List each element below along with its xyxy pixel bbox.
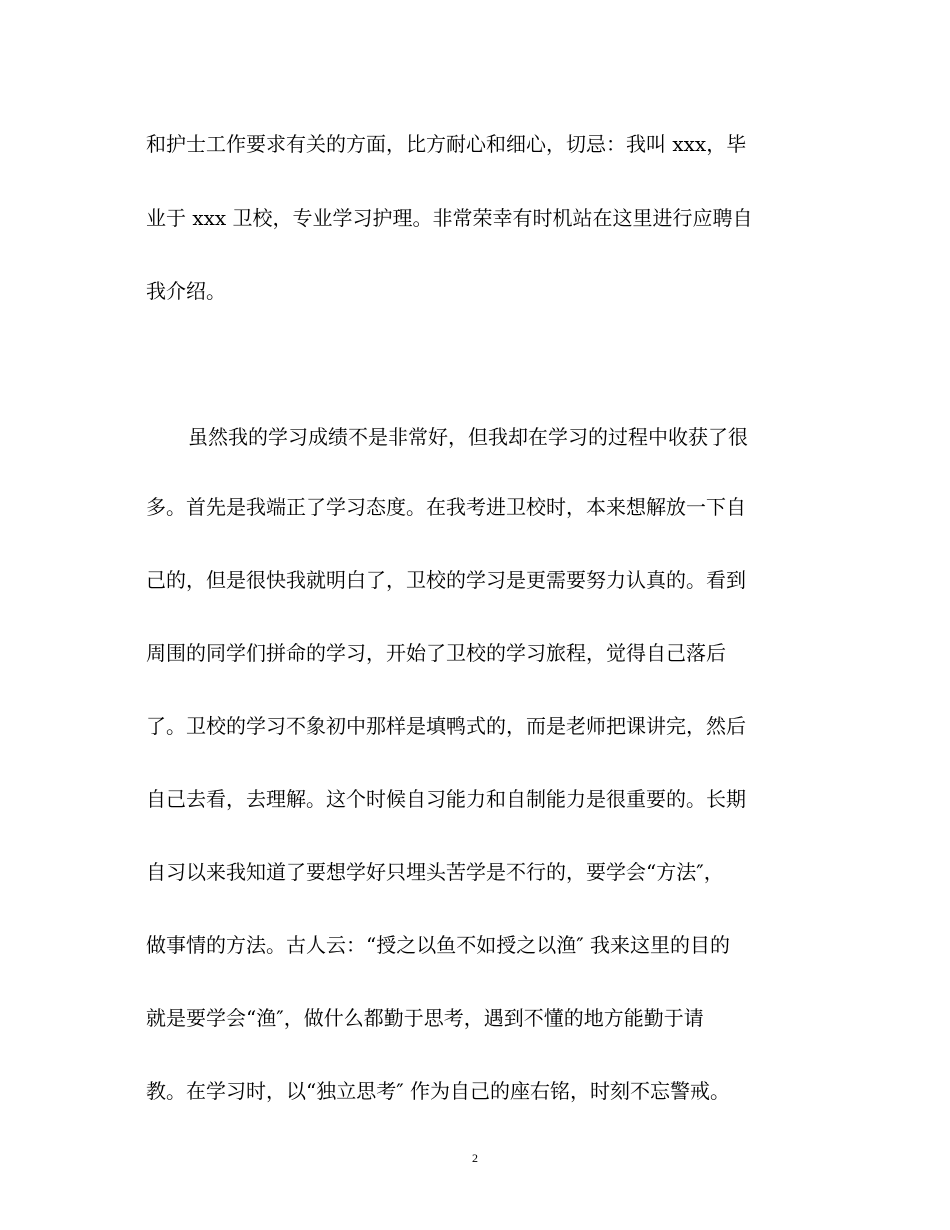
paragraph-line: 周围的同学们拼命的学习，开始了卫校的学习旅程，觉得自己落后	[146, 641, 726, 665]
paragraph-line: 做事情的方法。古人云：“授之以鱼不如授之以渔″ 我来这里的目的	[146, 933, 731, 957]
page-number: 2	[472, 1151, 478, 1165]
paragraph-line: 业于 xxx 卫校，专业学习护理。非常荣幸有时机站在这里进行应聘自	[146, 206, 753, 230]
paragraph-line: 和护士工作要求有关的方面，比方耐心和细心，切忌：我叫 xxx，毕	[146, 132, 747, 156]
paragraph-line: 我介绍。	[146, 279, 226, 303]
paragraph-line: 教。在学习时，以“独立思考″ 作为自己的座右铭，时刻不忘警戒。	[146, 1079, 731, 1103]
paragraph-line: 虽然我的学习成绩不是非常好，但我却在学习的过程中收获了很	[188, 425, 748, 449]
paragraph-line: 就是要学会“渔″，做什么都勤于思考，遇到不懂的地方能勤于请	[146, 1006, 704, 1030]
paragraph-line: 自习以来我知道了要想学好只埋头苦学是不行的，要学会“方法″，	[146, 860, 724, 884]
paragraph-line: 己的，但是很快我就明白了，卫校的学习是更需要努力认真的。看到	[146, 568, 746, 592]
paragraph-line: 多。首先是我端正了学习态度。在我考进卫校时，本来想解放一下自	[146, 495, 746, 519]
paragraph-line: 自己去看，去理解。这个时候自习能力和自制能力是很重要的。长期	[146, 787, 746, 811]
paragraph-line: 了。卫校的学习不象初中那样是填鸭式的，而是老师把课讲完，然后	[146, 714, 746, 738]
